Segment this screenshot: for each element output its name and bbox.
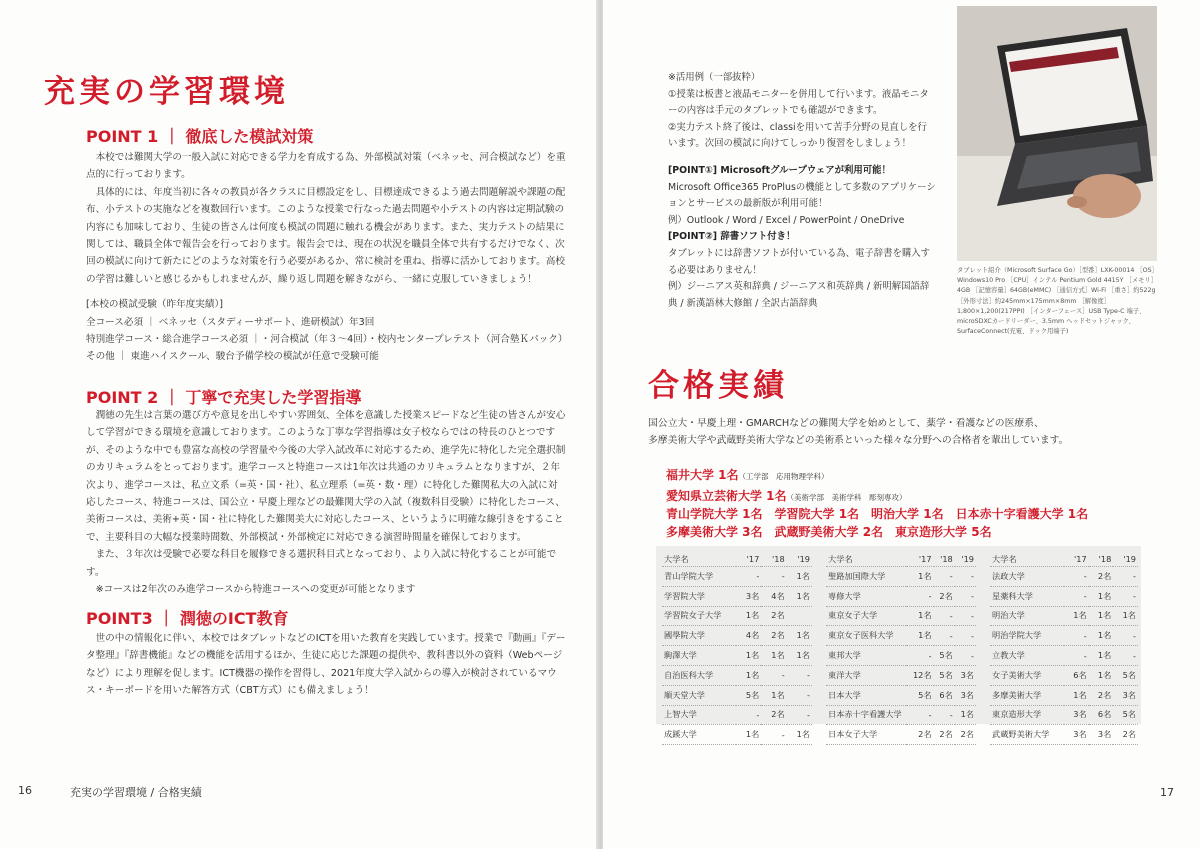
cell: 1名 [1089, 646, 1114, 666]
cell: 1名 [787, 626, 812, 646]
col-header: '17 [736, 552, 761, 567]
cell: 6名 [1064, 665, 1089, 685]
cell: 2名 [1113, 725, 1138, 745]
cell: - [761, 567, 786, 587]
cell: - [934, 626, 955, 646]
cell: - [1113, 567, 1138, 587]
table-row [662, 685, 812, 705]
result-line [666, 523, 992, 540]
table-row [826, 705, 976, 725]
cell: 3名 [1064, 705, 1089, 725]
point-a-body: Microsoft Office365 ProPlusの機能として多数のアプリケーションとサービスの最新版が利用可能！ [668, 181, 936, 210]
table-row [662, 586, 812, 606]
cell: - [1113, 626, 1138, 646]
cell: - [906, 705, 934, 725]
results-table-3 [990, 552, 1138, 745]
cell: 専修大学 [826, 586, 906, 606]
cell: 青山学院大学 [662, 567, 736, 587]
result-text: 多摩美術大学 3名 武蔵野美術大学 2名 東京造形大学 5名 [666, 525, 992, 539]
cell: 6名 [934, 685, 955, 705]
table-row [990, 665, 1138, 685]
cell: 3名 [1064, 725, 1089, 745]
cell: 2名 [761, 606, 786, 626]
table-row [990, 586, 1138, 606]
cell: 2名 [906, 725, 934, 745]
cell: - [955, 567, 976, 587]
cell: - [736, 705, 761, 725]
cell: - [1064, 646, 1089, 666]
cell: 多摩美術大学 [990, 685, 1064, 705]
cell: 5名 [1113, 665, 1138, 685]
col-header: '18 [934, 552, 955, 567]
cell: 1名 [787, 725, 812, 745]
cell: 國學院大学 [662, 626, 736, 646]
page-number: 16 [18, 784, 32, 797]
cell: 1名 [1089, 606, 1114, 626]
cell: 東京造形大学 [990, 705, 1064, 725]
table-row [826, 586, 976, 606]
result-text: 福井大学 1名 [666, 468, 739, 482]
cell: 1名 [787, 646, 812, 666]
cell: 1名 [1089, 626, 1114, 646]
cell: - [787, 705, 812, 725]
table-row [662, 665, 812, 685]
col-header: '19 [1113, 552, 1138, 567]
cell: - [787, 665, 812, 685]
left-page [0, 0, 598, 849]
cell: 5名 [934, 665, 955, 685]
table-row [662, 606, 812, 626]
cell: 4名 [761, 586, 786, 606]
cell: 東京女子医科大学 [826, 626, 906, 646]
cell: 3名 [955, 665, 976, 685]
page-number: 17 [1160, 786, 1174, 799]
table-row [990, 626, 1138, 646]
table-row [990, 646, 1138, 666]
results-table-2 [826, 552, 976, 745]
result-line [666, 487, 907, 504]
cell: 1名 [1064, 606, 1089, 626]
col-header: 大学名 [662, 552, 736, 567]
cell: 成蹊大学 [662, 725, 736, 745]
result-text: 青山学院大学 1名 学習院大学 1名 明治大学 1名 日本赤十字看護大学 1名 [666, 507, 1089, 521]
cell: 1名 [1064, 685, 1089, 705]
usage-heading: ※活用例（一部抜粋） [668, 72, 761, 83]
cell: - [1113, 586, 1138, 606]
point-b-example: 例）ジーニアス英和辞典 / ジーニアス和英辞典 / 新明解国語辞典 / 新漢語林大修館 / 全訳古語辞典 [668, 281, 930, 309]
point2-para2: また、３年次は受験で必要な科目を履修できる選択科目式となっており、より入試に特化することが可能です。 [86, 549, 557, 578]
col-header: '19 [787, 552, 812, 567]
cell: - [1113, 646, 1138, 666]
cell: 上智大学 [662, 705, 736, 725]
cell: 女子美術大学 [990, 665, 1064, 685]
table-row [990, 725, 1138, 745]
point-b-heading: [POINT②] 辞書ソフト付き！ [668, 231, 796, 243]
cell: 5名 [736, 685, 761, 705]
cell: 明治大学 [990, 606, 1064, 626]
usage-item: ②実力テスト終了後は、classiを用いて苦手分野の見直しを行います。次回の模試に向けてしっかり復習をしましょう！ [668, 121, 927, 150]
cell: 1名 [906, 567, 934, 587]
table-row [662, 705, 812, 725]
cell: - [761, 725, 786, 745]
point-a-heading: [POINT①] Microsoftグループウェアが利用可能！ [668, 164, 891, 176]
point1-body [86, 149, 566, 366]
cell: 1名 [761, 685, 786, 705]
tablet-illustration [957, 6, 1157, 261]
cell: 学習院女子大学 [662, 606, 736, 626]
cell: - [955, 606, 976, 626]
table-row [826, 725, 976, 745]
usage-item: ①授業は板書と液晶モニターを併用して行います。液晶モニターの内容は手元のタブレットでも確認ができます。 [668, 88, 929, 117]
col-header: '18 [1089, 552, 1114, 567]
cell: - [761, 665, 786, 685]
table-row [662, 646, 812, 666]
cell: 2名 [1089, 567, 1114, 587]
cell: 3名 [955, 685, 976, 705]
cell: 3名 [1113, 685, 1138, 705]
cell: 日本赤十字看護大学 [826, 705, 906, 725]
table-row [826, 606, 976, 626]
result-line [666, 466, 829, 483]
point1-heading: POINT 1 ｜ 徹底した模試対策 [86, 127, 314, 146]
table-header-row [826, 552, 976, 567]
point-b-body: タブレットには辞書ソフトが付いている為、電子辞書を購入する必要はありません！ [668, 247, 931, 276]
table-row [990, 567, 1138, 587]
cell: 1名 [761, 646, 786, 666]
table-row [990, 705, 1138, 725]
col-header: '17 [1064, 552, 1089, 567]
cell: 1名 [1089, 586, 1114, 606]
result-note: （美術学部 美術学科 彫刻専攻） [786, 493, 907, 502]
cell: 明治学院大学 [990, 626, 1064, 646]
tablet-photo [957, 6, 1157, 261]
cell: 2名 [1089, 685, 1114, 705]
cell: 12名 [906, 665, 934, 685]
cell: 聖路加国際大学 [826, 567, 906, 587]
cell: 2名 [934, 725, 955, 745]
result-text: 愛知県立芸術大学 1名 [666, 489, 787, 503]
point1-para2: 具体的には、年度当初に各々の教員が各クラスに目標設定をし、目標達成できるよう過去問題解説や課題の配布、小テストの実施などを複数回行います。このような授業で行なった過去問題や小テストの内容は定期試験の内容にも加味しており、生徒の皆さんは何度も模試の問題に触れる機会があります。また、実力テストの結果に関しては、職員全体で報告会を行っております。報告会では、現在の状況を職員全体で共有するだけでなく、次回の模試に向けて新たにどのような対策を行う必要があるか、常に検討を重ね、指導に活かしております。高校の学習は難しいと感じるかもしれませんが、繰り返し問題を解きながら、一緒に克服していきましょう！ [86, 186, 566, 285]
cell: 立教大学 [990, 646, 1064, 666]
cell: - [934, 567, 955, 587]
cell: 自治医科大学 [662, 665, 736, 685]
col-header: '17 [906, 552, 934, 567]
table-row [826, 646, 976, 666]
page-title: 充実の学習環境 [44, 74, 289, 110]
cell: - [1064, 626, 1089, 646]
cell: 日本女子大学 [826, 725, 906, 745]
table-row [826, 567, 976, 587]
cell: 6名 [1089, 705, 1114, 725]
cell: 1名 [1113, 606, 1138, 626]
result-line [666, 505, 1088, 522]
cell: 1名 [736, 646, 761, 666]
table-header-row [662, 552, 812, 567]
point1-para1: 本校では難関大学の一般入試に対応できる学力を育成する為、外部模試対策（ベネッセ、河合模試など）を重点的に行っております。 [86, 152, 566, 181]
results-intro [648, 416, 1168, 449]
table-row [662, 626, 812, 646]
cell: 1名 [787, 567, 812, 587]
cell: 日本大学 [826, 685, 906, 705]
col-header: 大学名 [990, 552, 1064, 567]
col-header: 大学名 [826, 552, 906, 567]
cell: 3名 [1089, 725, 1114, 745]
cell: - [787, 685, 812, 705]
results-title: 合格実績 [648, 368, 788, 404]
point2-body [86, 407, 566, 598]
cell: 1名 [736, 606, 761, 626]
cell: - [934, 705, 955, 725]
cell: 1名 [906, 626, 934, 646]
cell: 東邦大学 [826, 646, 906, 666]
table-row [826, 626, 976, 646]
cell: 1名 [736, 665, 761, 685]
table-row [826, 685, 976, 705]
cell: 1名 [736, 725, 761, 745]
col-header: '18 [761, 552, 786, 567]
cell: 4名 [736, 626, 761, 646]
point3-heading: POINT3 ｜ 潤徳のICT教育 [86, 609, 289, 628]
cell: - [1064, 567, 1089, 587]
cell: 1名 [787, 586, 812, 606]
exam-list-item: 全コース必須 ｜ ベネッセ（スタディーサポート、進研模試）年3回 [86, 316, 375, 328]
point3-body [86, 630, 566, 700]
cell: - [906, 646, 934, 666]
results-table-1 [662, 552, 812, 745]
cell: - [906, 586, 934, 606]
table-row [662, 567, 812, 587]
cell: 5名 [1113, 705, 1138, 725]
cell: 東洋大学 [826, 665, 906, 685]
cell: 2名 [761, 626, 786, 646]
intro-line: 多摩美術大学や武蔵野美術大学などの美術系といった様々な分野への合格者を輩出しています。 [648, 434, 1069, 446]
cell: - [1064, 586, 1089, 606]
cell: 2名 [934, 586, 955, 606]
cell: 武蔵野美術大学 [990, 725, 1064, 745]
table-row [826, 665, 976, 685]
cell: - [934, 606, 955, 626]
exam-list-item: [本校の模試受験（昨年度実績）] [86, 299, 223, 311]
cell: - [955, 626, 976, 646]
cell: 2名 [955, 725, 976, 745]
cell: - [955, 586, 976, 606]
cell: 法政大学 [990, 567, 1064, 587]
cell: 1名 [906, 606, 934, 626]
photo-caption: タブレット紹介（Microsoft Surface Go）［型番］LXK-00014 ［OS］Windows10 Pro ［CPU］インテル Pentium Gold 4415Y ［メモリ］4GB ［記憶容量］64GB(eMMC) ［通信方式］Wi-Fi ［重さ］約522g ［外形寸法］約245mm×175mm×8mm ［解像度］1,800×1,200(217PPI) ［インターフェース］USB Type-C 端子、microSDXCカードリーダー、3.5mm ヘッドセットジャック、SurfaceConnect(充電、ドック用端子) [957, 267, 1158, 336]
table-row [990, 606, 1138, 626]
result-note: （工学部 応用物理学科） [738, 472, 829, 481]
exam-list-item: 特別進学コース・総合進学コース必須 ｜・河合模試（年３～4回）・校内センタープレテスト（河合塾Ｋパック） [86, 334, 568, 346]
cell: 1名 [955, 705, 976, 725]
table-row [662, 725, 812, 745]
col-header: '19 [955, 552, 976, 567]
point2-para1: 潤徳の先生は言葉の選び方や意見を出しやすい雰囲気、全体を意識した授業スピードなど生徒の皆さんが安心して学習ができる環境を意識しております。このような丁寧な学習指導は女子校ならではの特長のひとつですが、そのような中でも豊富な高校の学習量や今後の大学入試改革に対応するため、進学先に特化した完全選択制のカリキュラムをとっております。進学コースと特進コースは1年次は共通のカリキュラムとなりますが、２年次より、進学コースは、私立文系（=英・国・社）、私立理系（=英・数・理）に特化した難関私大の入試に対応したコース、特進コースは、国公立・早慶上理などの最難関大学の入試（複数科目受験）に特化したコース、美術コースは、美術+英・国・社に特化した難関美大に対応したコース、というように明確な線引きをすることで、主要科目の大幅な授業時間数、外部模試・外部検定に対応できる演習時間量を確保しております。 [86, 410, 566, 543]
ict-usage-block [668, 70, 936, 312]
cell: 学習院大学 [662, 586, 736, 606]
point2-para3: ※コースは2年次のみ進学コースから特進コースへの変更が可能となります [95, 584, 416, 596]
cell: 5名 [906, 685, 934, 705]
cell: - [955, 646, 976, 666]
point2-heading: POINT 2 ｜ 丁寧で充実した学習指導 [86, 388, 362, 407]
cell: 駒澤大学 [662, 646, 736, 666]
exam-list-item: その他 ｜ 東進ハイスクール、駿台予備学校の模試が任意で受験可能 [86, 351, 379, 363]
cell: - [736, 567, 761, 587]
cell: 順天堂大学 [662, 685, 736, 705]
point3-para1: 世の中の情報化に伴い、本校ではタブレットなどのICTを用いた教育を実践しています。授業で『動画』『データ整理』『辞書機能』などの機能を活用するほか、生徒に応じた課題の提供や、教科書以外の資料（Webページなど）により理解を促します。ICT機器の操作を習得し、2021年度大学入試からの導入が検討されているマウス・キーボードを用いた解答方式（CBT方式）にも備えましょう！ [86, 633, 566, 697]
table-row [990, 685, 1138, 705]
point-a-example: 例）Outlook / Word / Excel / PowerPoint / OneDrive [668, 214, 905, 226]
footer-title: 充実の学習環境 / 合格実績 [70, 786, 202, 799]
cell: 2名 [761, 705, 786, 725]
table-header-row [990, 552, 1138, 567]
cell: 東京女子大学 [826, 606, 906, 626]
cell [787, 606, 812, 626]
cell: 1名 [1089, 665, 1114, 685]
cell: 星薬科大学 [990, 586, 1064, 606]
cell: 5名 [934, 646, 955, 666]
intro-line: 国公立大・早慶上理・GMARCHなどの難関大学を始めとして、薬学・看護などの医療系、 [648, 418, 1044, 429]
cell: 3名 [736, 586, 761, 606]
